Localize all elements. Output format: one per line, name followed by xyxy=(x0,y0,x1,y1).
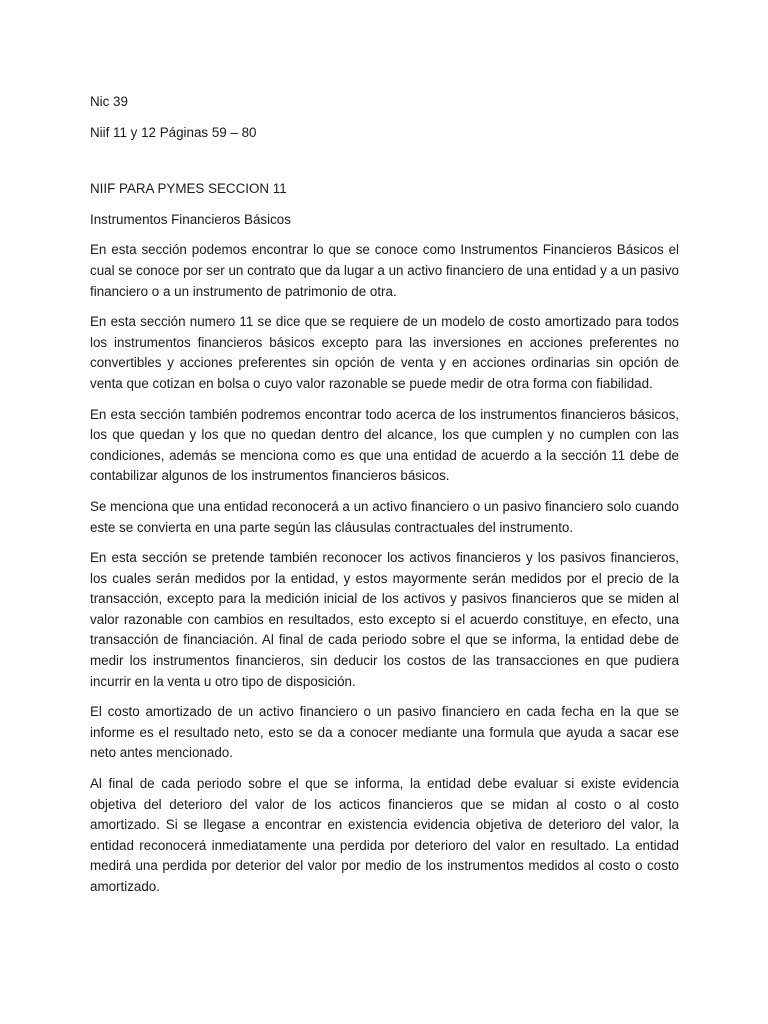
section-subtitle: Instrumentos Financieros Básicos xyxy=(90,211,291,227)
section-title: NIIF PARA PYMES SECCION 11 xyxy=(90,181,287,197)
paragraph-6: El costo amortizado de un activo financiero o un pasivo financiero en cada fecha en la que se informe es el resultado neto, esto se da a conocer mediante una formula que ayuda a sacar ese neto antes mencionado. xyxy=(90,704,679,761)
paragraph-3: En esta sección también podremos encontrar todo acerca de los instrumentos financieros básicos, los que quedan y los que no quedan dentro del alcance, los que cumplen y no cumplen con las condiciones, además se menciona como es que una entidad de acuerdo a la sección 11 debe de contabilizar algunos de los instrumentos financieros básicos. xyxy=(90,406,679,484)
paragraph-2: En esta sección numero 11 se dice que se requiere de un modelo de costo amortizado para todos los instrumentos financieros básicos excepto para las inversiones en acciones preferentes no convertibles y acciones preferentes sin opción de venta y en acciones ordinarias sin opción de venta que cotizan en bolsa o cuyo valor razonable se puede medir de otra forma con fiabilidad. xyxy=(90,314,679,391)
heading-nic-39: Nic 39 xyxy=(90,94,128,109)
document-page xyxy=(90,92,679,908)
heading-niif-pages: Niif 11 y 12 Páginas 59 – 80 xyxy=(90,124,257,140)
paragraph-4: Se menciona que una entidad reconocerá a un activo financiero o un pasivo financiero solo cuando este se convierta en una parte según las cláusulas contractuales del instrumento. xyxy=(90,498,679,535)
paragraph-7: Al final de cada periodo sobre el que se informa, la entidad debe evaluar si existe evidencia objetiva del deterioro del valor de los acticos financieros que se midan al costo o al costo amortizado. Si se llegase a encontrar en existencia evidencia objetiva de deterioro del valor, la entidad reconocerá inmediatamente una perdida por deterioro del valor en resultado. La entidad medirá una perdida por deterior del valor por medio de los instrumentos medidos al costo o costo amortizado. xyxy=(90,776,679,894)
paragraph-5: En esta sección se pretende también reconocer los activos financieros y los pasivos financieros, los cuales serán medidos por la entidad, y estos mayormente serán medidos por el precio de la transacción, excepto para la medición inicial de los activos y pasivos financieros que se miden al valor razonable con cambios en resultados, esto excepto si el acuerdo constituye, en efecto, una transacción de financiación. Al final de cada periodo sobre el que se informa, la entidad debe de medir los instrumentos financieros, sin deducir los costos de las transacciones en que pudiera incurrir en la venta u otro tipo de disposición. xyxy=(90,550,679,689)
paragraph-1: En esta sección podemos encontrar lo que se conoce como Instrumentos Financieros Básicos el cual se conoce por ser un contrato que da lugar a un activo financiero de una entidad y a un pasivo financiero o a un instrumento de patrimonio de otra. xyxy=(90,242,679,299)
